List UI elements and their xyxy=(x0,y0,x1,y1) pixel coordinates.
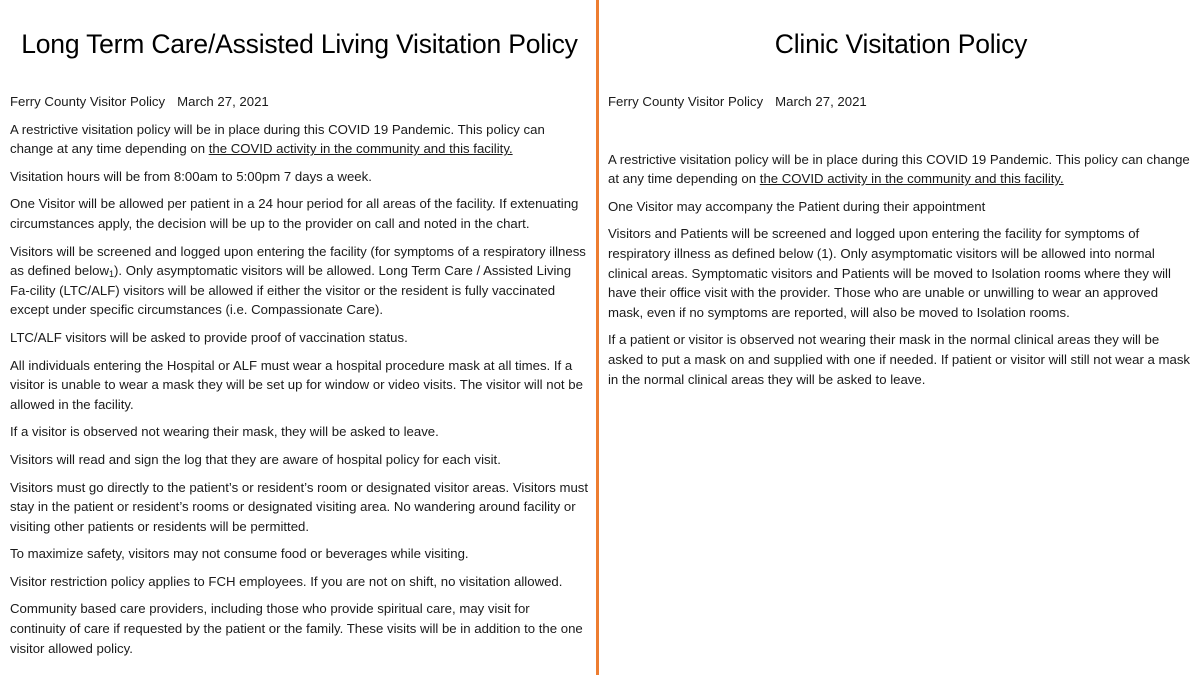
ltc-paragraph-hours: Visitation hours will be from 8:00am to 5:00pm 7 days a week. xyxy=(10,168,372,184)
ltc-paragraph-screening xyxy=(10,242,589,320)
ltc-paragraph-not-wearing: If a visitor is observed not wearing their mask, they will be asked to leave. xyxy=(10,424,439,440)
ltc-policy-title: Long Term Care/Assisted Living Visitation Policy xyxy=(21,29,578,59)
clinic-paragraph-restrictive xyxy=(608,150,1194,189)
ltc-p4-a: Visitors will be screened and logged upon entering the facility (for symptoms of a respiratory illness as defined below xyxy=(10,243,586,279)
clinic-paragraph-mask: If a patient or visitor is observed not wearing their mask in the normal clinical areas they will be asked to put a mask on and supplied with one if needed. If patient or visitor will still not wear a mask in the normal clinical areas they will be asked to leave. xyxy=(608,332,1191,387)
clinic-policy-title: Clinic Visitation Policy xyxy=(774,29,1028,59)
ltc-header-org: Ferry County Visitor Policy xyxy=(10,94,166,109)
clinic-policy-header xyxy=(608,92,1194,112)
ltc-p1-underlined: the COVID activity in the community and this facility. xyxy=(208,141,513,157)
ltc-paragraph-restrictive xyxy=(10,120,589,159)
clinic-policy-column xyxy=(599,0,1200,675)
clinic-header-org: Ferry County Visitor Policy xyxy=(608,94,764,109)
ltc-paragraph-community: Community based care providers, including those who provide spiritual care, may visit for continuity of care if requested by the patient or the family. These visits will be in addition to the one visitor allowed policy. xyxy=(10,601,583,656)
ltc-paragraph-employees: Visitor restriction policy applies to FCH employees. If you are not on shift, no visitation allowed. xyxy=(10,573,563,589)
ltc-header-date: March 27, 2021 xyxy=(177,94,269,109)
ltc-paragraph-sign-log: Visitors will read and sign the log that they are aware of hospital policy for each visit. xyxy=(10,451,501,467)
ltc-p4-footnote: 1 xyxy=(108,269,114,280)
ltc-p1-text: A restrictive visitation policy will be in place during this COVID 19 Pandemic. This policy can change at any time depending on xyxy=(10,121,545,157)
ltc-p4-b: ). Only asymptomatic visitors will be allowed. Long Term Care / Assisted Living Fa-cility (LTC/ALF) visitors will be allowed if either the visitor or the resident is fully vaccinated except under specific circumstances (i.e. Compassionate Care). xyxy=(10,263,572,318)
ltc-paragraph-food: To maximize safety, visitors may not consume food or beverages while visiting. xyxy=(10,546,469,562)
clinic-p1-text: A restrictive visitation policy will be in place during this COVID 19 Pandemic. This policy can change at any time depending on xyxy=(608,151,1190,187)
ltc-alf-policy-column xyxy=(0,0,597,675)
clinic-paragraph-screening: Visitors and Patients will be screened and logged upon entering the facility for symptoms of respiratory illness as defined below (1). Only asymptomatic visitors will be allowed into normal clinical areas. Symptomatic visitors and Patients will be moved to Isolation rooms where they will have their office visit with the provider. Those who are unable or unwilling to wear an approved mask, even if no symptoms are reported, will also be moved to Isolation rooms. xyxy=(608,226,1171,320)
clinic-p1-underlined: the COVID activity in the community and this facility. xyxy=(759,171,1064,187)
ltc-paragraph-directly: Visitors must go directly to the patient’s or resident’s room or designated visitor areas. Visitors must stay in the patient or resident’s rooms or designated visiting area. No wandering around facility or visiting other patients or residents will be permitted. xyxy=(10,479,589,534)
ltc-paragraph-vaccination: LTC/ALF visitors will be asked to provide proof of vaccination status. xyxy=(10,329,408,345)
clinic-header-date: March 27, 2021 xyxy=(775,94,867,109)
ltc-paragraph-one-visitor: One Visitor will be allowed per patient in a 24 hour period for all areas of the facility. If extenuating circumstances apply, the decision will be up to the provider on call and noted in the chart. xyxy=(10,196,579,231)
clinic-paragraph-one-visitor: One Visitor may accompany the Patient during their appointment xyxy=(608,198,986,214)
ltc-policy-header xyxy=(10,92,589,112)
ltc-paragraph-mask: All individuals entering the Hospital or ALF must wear a hospital procedure mask at all times. If a visitor is unable to wear a mask they will be set up for window or video visits. The visitor will not be allowed in the facility. xyxy=(10,357,583,412)
